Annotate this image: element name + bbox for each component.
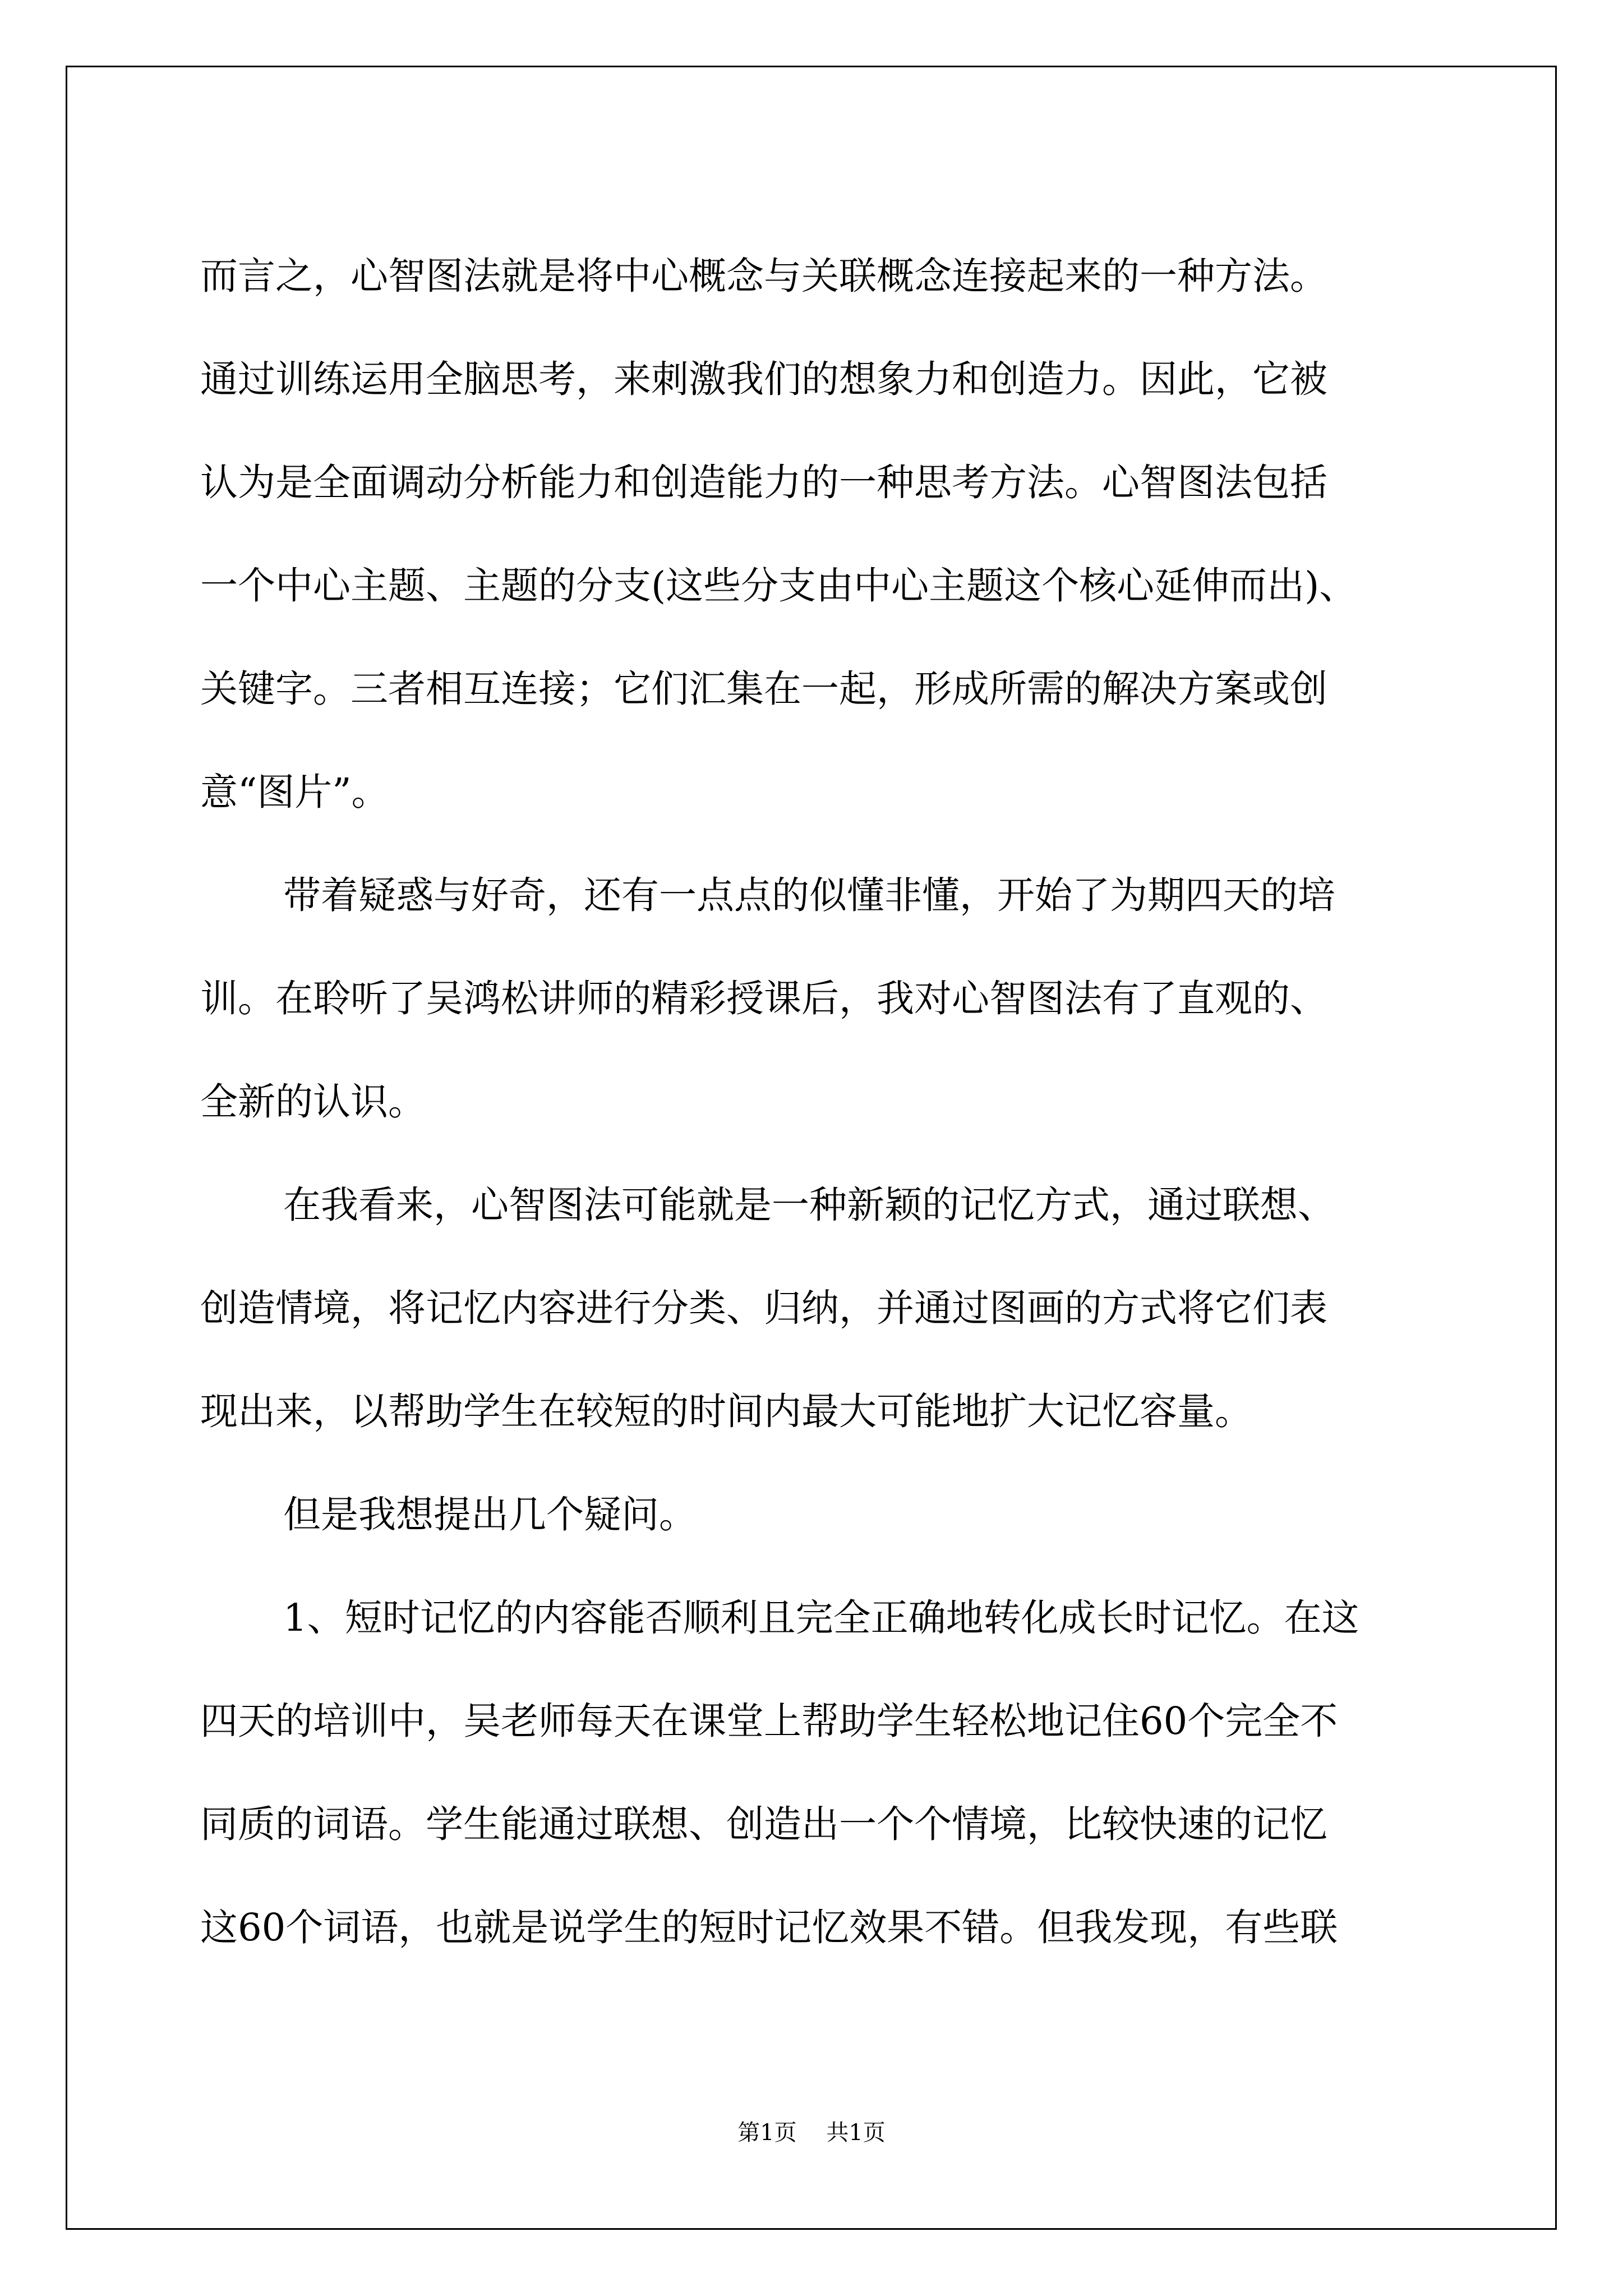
- text-line: 创造情境，将记忆内容进行分类、归纳，并通过图画的方式将它们表: [200, 1286, 1327, 1330]
- text-line: 意“图片”。: [200, 770, 389, 814]
- paragraph-start-line: 1、短时记忆的内容能否顺利且完全正确地转化成长时记忆。在这: [283, 1596, 1359, 1640]
- document-body: [200, 224, 1451, 1979]
- text-line: 全新的认识。: [200, 1080, 426, 1124]
- paragraph-start-line: 带着疑惑与好奇，还有一点点的似懂非懂，开始了为期四天的培: [283, 873, 1335, 917]
- text-line: 训。在聆听了吴鸿松讲师的精彩授课后，我对心智图法有了直观的、: [200, 977, 1327, 1020]
- text-line: 四天的培训中，吴老师每天在课堂上帮助学生轻松地记住60个完全不: [200, 1699, 1338, 1743]
- text-line: 同质的词语。学生能通过联想、创造出一个个情境，比较快速的记忆: [200, 1802, 1327, 1846]
- paragraph-start-line: 在我看来，心智图法可能就是一种新颖的记忆方式，通过联想、: [283, 1183, 1335, 1227]
- page-footer: [0, 2115, 1623, 2147]
- page-number: 第1页: [737, 2120, 797, 2146]
- text-line: 一个中心主题、主题的分支(这些分支由中心主题这个核心延伸而出)、: [200, 564, 1357, 608]
- text-line: 关键字。三者相互连接；它们汇集在一起，形成所需的解决方案或创: [200, 667, 1327, 711]
- paragraph-start-line: 但是我想提出几个疑问。: [283, 1493, 697, 1536]
- page-total: 共1页: [826, 2120, 886, 2146]
- text-line: 认为是全面调动分析能力和创造能力的一种思考方法。心智图法包括: [200, 461, 1327, 504]
- text-line: 而言之，心智图法就是将中心概念与关联概念连接起来的一种方法。: [200, 254, 1327, 298]
- text-line: 这60个词语，也就是说学生的短时记忆效果不错。但我发现，有些联: [200, 1906, 1338, 1949]
- text-line: 现出来，以帮助学生在较短的时间内最大可能地扩大记忆容量。: [200, 1389, 1252, 1433]
- text-line: 通过训练运用全脑思考，来刺激我们的想象力和创造力。因此，它被: [200, 357, 1327, 401]
